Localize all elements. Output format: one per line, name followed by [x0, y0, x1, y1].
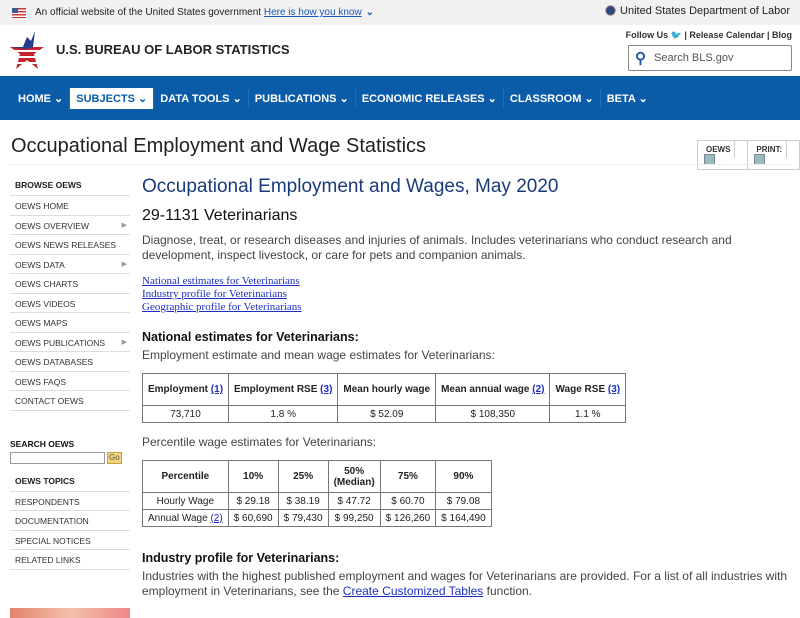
- column-header: 50% (Median): [328, 461, 380, 493]
- nav-publications[interactable]: PUBLICATIONS ⌄: [249, 88, 356, 109]
- search-icon[interactable]: ⚲: [635, 50, 646, 67]
- dol-seal-icon: [605, 5, 616, 16]
- table-row: [143, 493, 492, 510]
- occupation-description: Diagnose, treat, or research diseases and injuries of animals. Includes veterinarians who conduct research and development, inspect livestock, or care for pets and companion animals.: [142, 233, 732, 262]
- oews-search-input[interactable]: [10, 452, 105, 464]
- us-flag-icon: [12, 8, 26, 18]
- print-button[interactable]: PRINT:: [748, 141, 799, 169]
- main-content: [142, 176, 792, 611]
- sidebar-item-oews-publications[interactable]: OEWS PUBLICATIONS ▶: [10, 333, 130, 353]
- footnote-link[interactable]: (2): [210, 512, 223, 524]
- sidebar-item-oews-databases[interactable]: OEWS DATABASES: [10, 352, 130, 372]
- nav-data-tools[interactable]: DATA TOOLS ⌄: [154, 88, 249, 109]
- column-header: 75%: [380, 461, 436, 493]
- sidebar-item-documentation[interactable]: DOCUMENTATION: [10, 511, 130, 531]
- table-cell: $ 79.08: [436, 493, 492, 510]
- nav-classroom[interactable]: CLASSROOM ⌄: [504, 88, 601, 109]
- go-button[interactable]: Go: [109, 452, 120, 462]
- sidebar-banner-image[interactable]: [10, 608, 130, 618]
- table-cell: $ 108,350: [436, 406, 550, 423]
- release-calendar-link[interactable]: Release Calendar: [689, 30, 765, 40]
- search-placeholder: Search BLS.gov: [654, 52, 734, 64]
- nav-economic-releases[interactable]: ECONOMIC RELEASES ⌄: [356, 88, 504, 109]
- follow-us-label: Follow Us: [625, 30, 669, 40]
- table-row: [143, 510, 492, 527]
- header-links: Follow Us 🐦 | Release Calendar | Blog: [625, 30, 792, 40]
- table-cell: 1.8 %: [229, 406, 338, 423]
- table-cell: $ 126,260: [380, 510, 436, 527]
- column-header: Mean hourly wage: [338, 374, 436, 406]
- table-cell: $ 52.09: [338, 406, 436, 423]
- national-lead: Employment estimate and mean wage estimates for Veterinarians:: [142, 348, 495, 362]
- dol-link[interactable]: [605, 5, 790, 17]
- page-title: Occupational Employment and Wage Statistics: [11, 135, 427, 157]
- footnote-link[interactable]: (2): [532, 384, 545, 395]
- sidebar-item-oews-maps[interactable]: OEWS MAPS: [10, 313, 130, 333]
- percentile-lead: Percentile wage estimates for Veterinarians:: [142, 435, 377, 449]
- table-cell: $ 164,490: [436, 510, 492, 527]
- table-cell: $ 60.70: [380, 493, 436, 510]
- column-header: Percentile: [143, 461, 229, 493]
- column-header: Mean annual wage (2): [436, 374, 550, 406]
- arrow-right-icon: ▶: [121, 221, 127, 229]
- footnote-link[interactable]: (3): [607, 384, 621, 395]
- employment-wage-table: [142, 373, 626, 423]
- main-nav: [0, 76, 800, 120]
- twitter-icon[interactable]: 🐦: [670, 30, 682, 40]
- create-tables-link[interactable]: Create Customized Tables: [342, 584, 484, 598]
- column-header: Employment RSE (3): [229, 374, 338, 406]
- column-header: 10%: [228, 461, 278, 493]
- table-cell: $ 47.72: [328, 493, 380, 510]
- sidebar-item-oews-overview[interactable]: OEWS OVERVIEW ▶: [10, 216, 130, 236]
- sidebar: [10, 176, 130, 618]
- how-you-know-link[interactable]: Here is how you know: [263, 7, 362, 18]
- row-label: Annual Wage (2): [143, 510, 229, 527]
- content-title: Occupational Employment and Wages, May 2020: [142, 176, 559, 197]
- sidebar-item-respondents[interactable]: RESPONDENTS: [10, 492, 130, 512]
- table-cell: $ 29.18: [228, 493, 278, 510]
- nav-beta[interactable]: BETA ⌄: [606, 93, 648, 105]
- column-header: 90%: [436, 461, 492, 493]
- gov-banner: [0, 0, 800, 25]
- divider: [10, 164, 790, 165]
- sidebar-item-oews-news-releases[interactable]: OEWS NEWS RELEASES: [10, 235, 130, 255]
- table-cell: $ 99,250: [328, 510, 380, 527]
- column-header: Wage RSE (3): [550, 374, 626, 406]
- sidebar-item-oews-videos[interactable]: OEWS VIDEOS: [10, 294, 130, 314]
- national-heading: National estimates for Veterinarians:: [142, 330, 359, 344]
- industry-heading: Industry profile for Veterinarians:: [142, 551, 340, 565]
- arrow-right-icon: ▶: [121, 260, 127, 268]
- gov-banner-text: An official website of the United States government: [35, 7, 262, 18]
- table-cell: 1.1 %: [550, 406, 626, 423]
- geographic-profile-link[interactable]: Geographic profile for Veterinarians: [142, 301, 302, 313]
- section-links: [142, 275, 792, 314]
- dol-label: United States Department of Labor: [620, 5, 790, 17]
- sidebar-item-contact-oews[interactable]: CONTACT OEWS: [10, 391, 130, 411]
- browse-heading: BROWSE OEWS: [10, 176, 130, 196]
- sidebar-item-oews-home[interactable]: OEWS HOME: [10, 196, 130, 216]
- nav-subjects[interactable]: SUBJECTS ⌄: [70, 88, 154, 109]
- nav-home[interactable]: HOME ⌄: [12, 88, 70, 109]
- search-oews-heading: SEARCH OEWS: [10, 438, 75, 449]
- site-header: [0, 25, 800, 76]
- industry-text: Industries with the highest published employment and wages for Veterinarians are provided. For a list of all industries with employment in Veterinarians, see the Create Customized Tables function.: [142, 569, 788, 598]
- table-cell: $ 79,430: [278, 510, 328, 527]
- bls-logo-icon[interactable]: [8, 29, 46, 71]
- table-cell: $ 38.19: [278, 493, 328, 510]
- industry-profile-link[interactable]: Industry profile for Veterinarians: [142, 288, 287, 300]
- arrow-right-icon: ▶: [121, 338, 127, 346]
- sidebar-item-special-notices[interactable]: SPECIAL NOTICES: [10, 531, 130, 551]
- occupation-title: 29-1131 Veterinarians: [142, 207, 298, 224]
- row-label: Hourly Wage: [143, 493, 229, 510]
- percentile-table: [142, 460, 492, 527]
- table-cell: 73,710: [143, 406, 229, 423]
- site-brand[interactable]: U.S. BUREAU OF LABOR STATISTICS: [56, 42, 290, 57]
- sidebar-item-oews-data[interactable]: OEWS DATA ▶: [10, 255, 130, 275]
- column-header: 25%: [278, 461, 328, 493]
- table-cell: $ 60,690: [228, 510, 278, 527]
- footnote-link[interactable]: (3): [320, 384, 333, 395]
- sidebar-item-oews-charts[interactable]: OEWS CHARTS: [10, 274, 130, 294]
- sidebar-item-related-links[interactable]: RELATED LINKS: [10, 550, 130, 570]
- site-search-input[interactable]: [628, 45, 792, 71]
- sidebar-item-oews-faqs[interactable]: OEWS FAQS: [10, 372, 130, 392]
- page-tools: [697, 140, 800, 170]
- national-estimates-link[interactable]: National estimates for Veterinarians: [142, 275, 300, 287]
- oews-button[interactable]: OEWS: [698, 141, 748, 169]
- blog-link[interactable]: Blog: [772, 30, 792, 40]
- chevron-down-icon[interactable]: ⌄: [365, 7, 375, 18]
- column-header: Employment (1): [143, 374, 229, 406]
- topics-heading: OEWS TOPICS: [10, 472, 130, 492]
- footnote-link[interactable]: (1): [210, 384, 224, 395]
